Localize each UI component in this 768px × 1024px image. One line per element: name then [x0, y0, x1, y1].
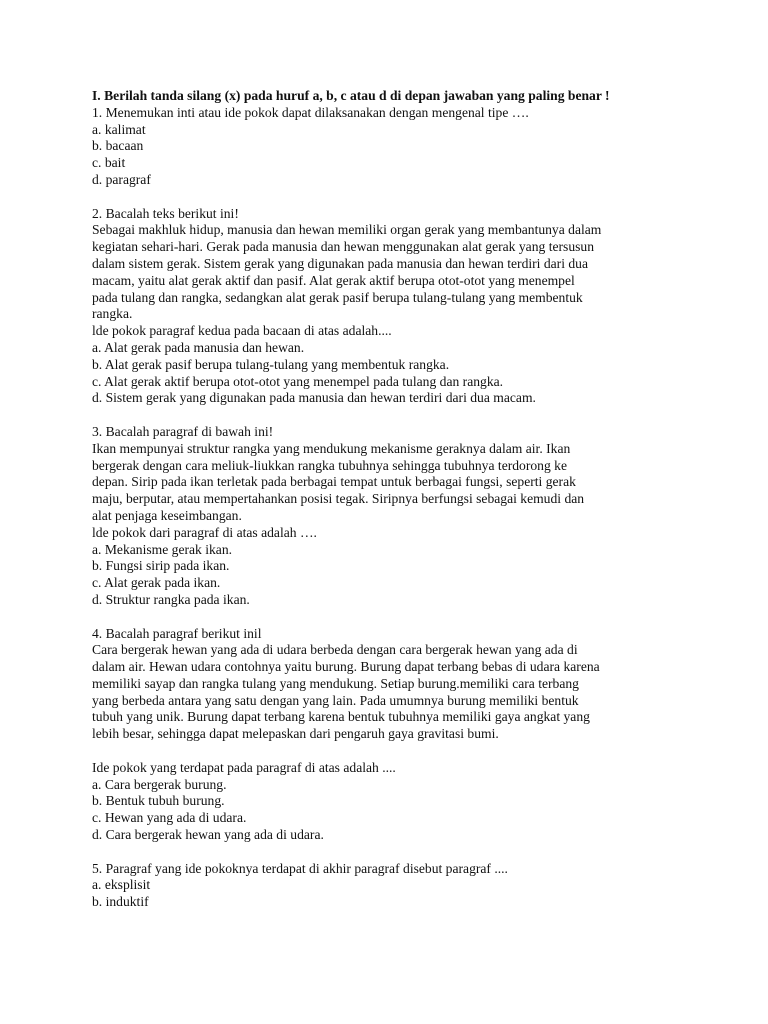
document-page — [92, 88, 682, 911]
question-1 — [92, 105, 682, 189]
question-3 — [92, 424, 682, 609]
question-2 — [92, 206, 682, 408]
question-stem: lde pokok dari paragraf di atas adalah …. — [92, 524, 317, 540]
reading-passage — [92, 642, 658, 743]
option-c[interactable]: c. Hewan yang ada di udara. — [92, 810, 247, 826]
passage-line: maju, berputar, atau mempertahankan posisi tegak. Siripnya berfungsi sebagai kemudi dan — [92, 491, 585, 507]
passage-line: memiliki sayap dan rangka tulang yang mendukung. Setiap burung.memiliki cara terbang — [92, 675, 579, 691]
passage-line: dalam sistem gerak. Sistem gerak yang digunakan pada manusia dan hewan terdiri dari dua — [92, 255, 589, 271]
question-5 — [92, 861, 682, 911]
option-b[interactable]: b. Fungsi sirip pada ikan. — [92, 558, 230, 574]
question-prompt: 4. Bacalah paragraf berikut inil — [92, 625, 262, 641]
option-b[interactable]: b. Bentuk tubuh burung. — [92, 793, 225, 809]
passage-line: Sebagai makhluk hidup, manusia dan hewan memiliki organ gerak yang membantunya dalam — [92, 222, 602, 238]
option-c[interactable]: c. Alat gerak aktif berupa otot-otot yang menempel pada tulang dan rangka. — [92, 373, 504, 389]
question-prompt: 3. Bacalah paragraf di bawah ini! — [92, 423, 274, 439]
passage-line: dalam air. Hewan udara contohnya yaitu burung. Burung dapat terbang bebas di udara karena — [92, 659, 600, 675]
question-stem: lde pokok paragraf kedua pada bacaan di atas adalah.... — [92, 323, 392, 339]
passage-line: tubuh yang unik. Burung dapat terbang karena bentuk tubuhnya memiliki gaya angkat yang — [92, 709, 590, 725]
option-d[interactable]: d. Sistem gerak yang digunakan pada manusia dan hewan terdiri dari dua macam. — [92, 390, 536, 406]
question-prompt: 1. Menemukan inti atau ide pokok dapat dilaksanakan dengan mengenal tipe …. — [92, 104, 529, 120]
reading-passage — [92, 441, 658, 525]
option-c[interactable]: c. bait — [92, 155, 126, 171]
option-d[interactable]: d. paragraf — [92, 171, 151, 187]
passage-line: pada tulang dan rangka, sedangkan alat gerak pasif berupa tulang-tulang yang membentuk — [92, 289, 583, 305]
passage-line: Ikan mempunyai struktur rangka yang mendukung mekanisme geraknya dalam air. Ikan — [92, 440, 571, 456]
option-a[interactable]: a. Mekanisme gerak ikan. — [92, 541, 233, 557]
passage-line: Cara bergerak hewan yang ada di udara berbeda dengan cara bergerak hewan yang ada di — [92, 642, 578, 658]
option-b[interactable]: b. Alat gerak pasif berupa tulang-tulang yang membentuk rangka. — [92, 356, 450, 372]
passage-line: kegiatan sehari-hari. Gerak pada manusia dan hewan menggunakan alat gerak yang tersusun — [92, 239, 595, 255]
option-a[interactable]: a. Cara bergerak burung. — [92, 776, 227, 792]
instruction-heading: I. Berilah tanda silang (x) pada huruf a, b, c atau d di depan jawaban yang paling benar ! — [92, 88, 610, 103]
passage-line: yang berbeda antara yang satu dengan yang lain. Pada umumnya burung memiliki bentuk — [92, 692, 579, 708]
passage-line: macam, yaitu alat gerak aktif dan pasif. Alat gerak aktif berupa otot-otot yang menempel — [92, 272, 575, 288]
option-a[interactable]: a. Alat gerak pada manusia dan hewan. — [92, 339, 305, 355]
passage-line: depan. Sirip pada ikan terletak pada berbagai tempat untuk berbagai fungsi, seperti gerak — [92, 474, 576, 490]
option-d[interactable]: d. Cara bergerak hewan yang ada di udara. — [92, 827, 324, 843]
question-prompt: 2. Bacalah teks berikut ini! — [92, 205, 239, 221]
option-a[interactable]: a. eksplisit — [92, 877, 151, 893]
passage-line: lebih besar, sehingga dapat melepaskan dari pengaruh gaya gravitasi bumi. — [92, 726, 499, 742]
question-stem: Ide pokok yang terdapat pada paragraf di atas adalah .... — [92, 759, 396, 775]
passage-line: rangka. — [92, 306, 133, 322]
question-prompt: 5. Paragraf yang ide pokoknya terdapat di akhir paragraf disebut paragraf .... — [92, 860, 508, 876]
option-d[interactable]: d. Struktur rangka pada ikan. — [92, 591, 250, 607]
option-b[interactable]: b. induktif — [92, 894, 149, 910]
option-a[interactable]: a. kalimat — [92, 121, 146, 137]
option-c[interactable]: c. Alat gerak pada ikan. — [92, 575, 221, 591]
question-4 — [92, 626, 682, 844]
passage-line: bergerak dengan cara meliuk-liukkan rangka tubuhnya sehingga tubuhnya terdorong ke — [92, 457, 567, 473]
option-b[interactable]: b. bacaan — [92, 138, 144, 154]
passage-line: alat penjaga keseimbangan. — [92, 507, 242, 523]
reading-passage — [92, 222, 658, 323]
